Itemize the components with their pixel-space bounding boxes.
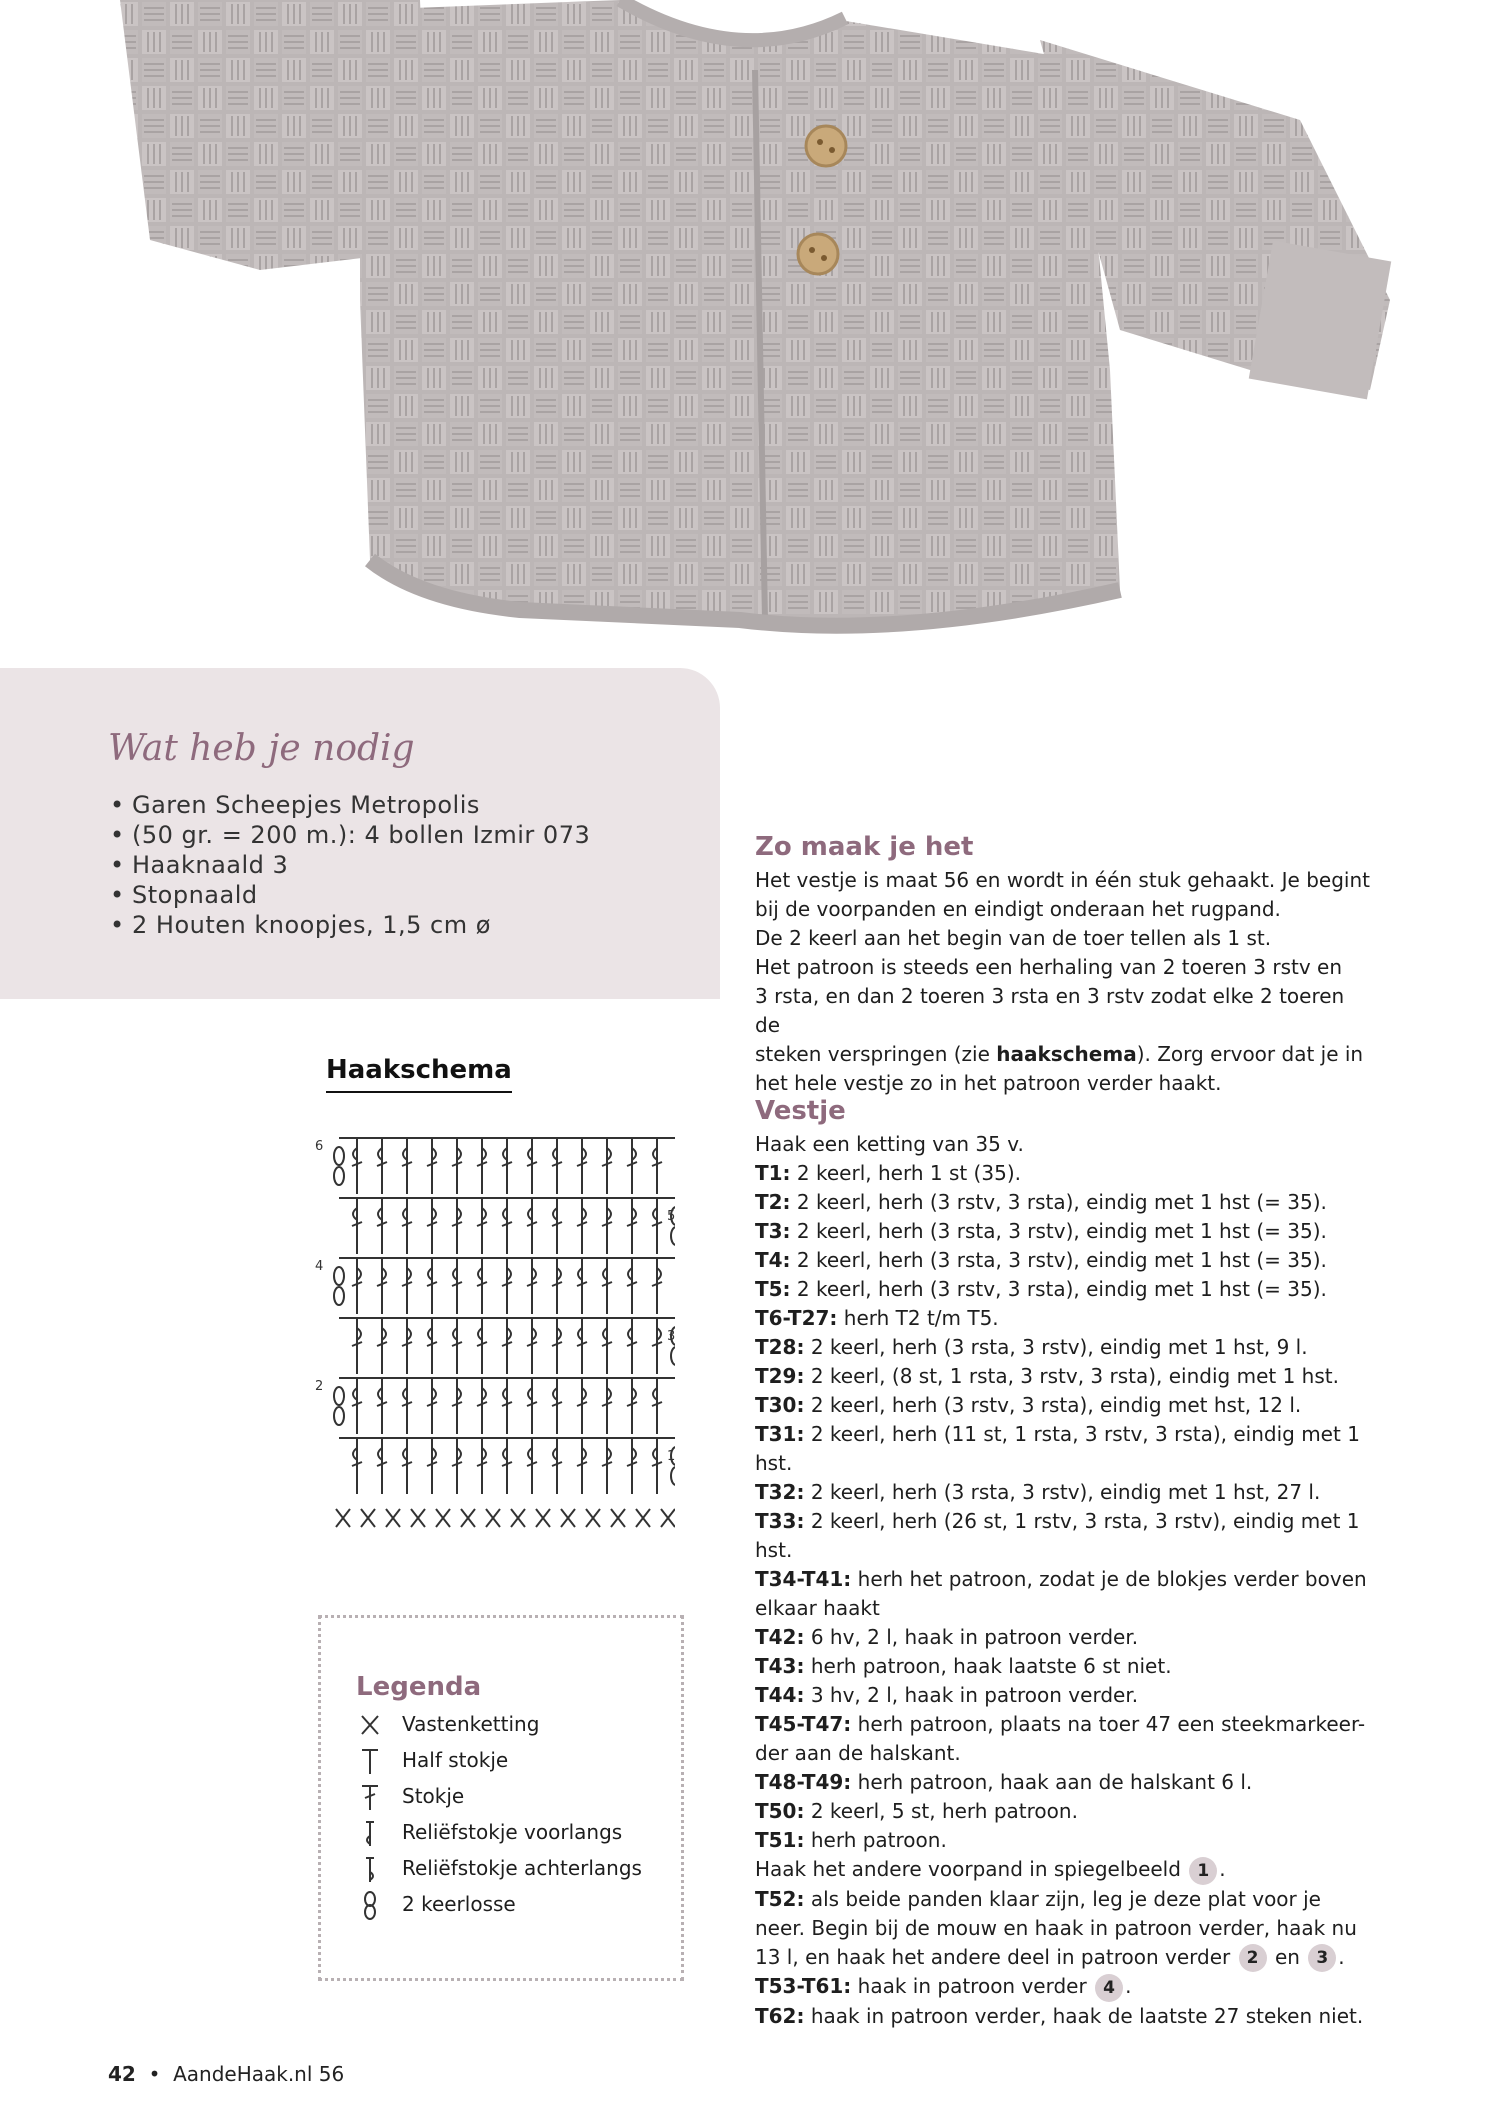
instruction-row: T2: 2 keerl, herh (3 rstv, 3 rsta), eindig met 1 hst (= 35). (755, 1190, 1327, 1214)
row-label: T29: (755, 1364, 805, 1388)
row-label: T33: (755, 1509, 805, 1533)
cardigan-photo (0, 0, 1500, 665)
instruction-row: T4: 2 keerl, herh (3 rsta, 3 rstv), eindig met 1 hst (= 35). (755, 1248, 1327, 1272)
instruction-row: T30: 2 keerl, herh (3 rstv, 3 rsta), eindig met hst, 12 l. (755, 1393, 1302, 1417)
row-label: T3: (755, 1219, 791, 1243)
row-number: 3 (667, 1329, 675, 1344)
row-label: T62: (755, 2003, 805, 2028)
legend-label: Reliëfstokje achterlangs (402, 1856, 642, 1880)
instruction-row: T33: 2 keerl, herh (26 st, 1 rstv, 3 rsta, 3 rstv), eindig met 1 hst. (755, 1509, 1360, 1562)
row-label: T4: (755, 1248, 791, 1272)
instruction-row: neer. Begin bij de mouw en haak in patroon verder, haak nu (755, 1915, 1357, 1940)
materials-item: • Garen Scheepjes Metropolis (110, 790, 590, 820)
legend-item (356, 1744, 656, 1780)
vestje-instructions (755, 1130, 1375, 2031)
legend-label: Reliëfstokje voorlangs (402, 1820, 623, 1844)
row-number: 6 (315, 1139, 324, 1154)
instruction-row: Haak het andere voorpand in spiegelbeeld 1 . (755, 1855, 1375, 1885)
instruction-row: T43: herh patroon, haak laatste 6 st niet. (755, 1654, 1172, 1678)
instruction-row: T31: 2 keerl, herh (11 st, 1 rsta, 3 rstv, 3 rsta), eindig met 1 hst. (755, 1422, 1360, 1475)
instruction-row: T28: 2 keerl, herh (3 rsta, 3 rstv), eindig met 1 hst, 9 l. (755, 1335, 1308, 1359)
instruction-row: T48-T49: herh patroon, haak aan de halskant 6 l. (755, 1770, 1253, 1794)
row-label: T32: (755, 1480, 805, 1504)
intro-line: steken verspringen (zie haakschema). Zorg ervoor dat je in (755, 1042, 1364, 1066)
instruction-row: T5: 2 keerl, herh (3 rstv, 3 rsta), eindig met 1 hst (= 35). (755, 1277, 1327, 1301)
row-label: T1: (755, 1161, 791, 1185)
instruction-row: T53-T61: haak in patroon verder 4 . (755, 1972, 1375, 2002)
back-post-icon (356, 1854, 384, 1884)
materials-item: • Stopnaald (110, 880, 590, 910)
chain-stitch-mark (386, 1509, 400, 1527)
vestje-title: Vestje (755, 1096, 846, 1126)
instruction-row: T6-T27: herh T2 t/m T5. (755, 1306, 999, 1330)
row-number: 5 (667, 1209, 675, 1224)
page-footer (108, 2062, 344, 2086)
legend-label: Stokje (402, 1784, 465, 1808)
step-badge: 2 (1239, 1944, 1267, 1972)
instruction-row: T50: 2 keerl, 5 st, herh patroon. (755, 1799, 1078, 1823)
row-label: T30: (755, 1393, 805, 1417)
row-label: T5: (755, 1277, 791, 1301)
row-label: T48-T49: (755, 1770, 852, 1794)
intro-line: Het patroon is steeds een herhaling van 2 toeren 3 rstv en (755, 955, 1343, 979)
page-number: 42 (108, 2062, 136, 2086)
row-label: T53-T61: (755, 1974, 852, 1998)
row-label: T28: (755, 1335, 805, 1359)
turning-chain-mark (334, 1147, 344, 1165)
legend-item (356, 1780, 656, 1816)
instruction-row: Haak een ketting van 35 v. (755, 1132, 1024, 1156)
intro-line: 3 rsta, en dan 2 toeren 3 rsta en 3 rstv zodat elke 2 toeren de (755, 984, 1345, 1037)
legend-item (356, 1888, 656, 1924)
chain-stitch-mark (411, 1509, 425, 1527)
instruction-row: T34-T41: herh het patroon, zodat je de blokjes verder boven (755, 1567, 1367, 1591)
legend-item (356, 1816, 656, 1852)
turning-chain-mark (671, 1347, 675, 1365)
chain-stitch-mark (336, 1509, 350, 1527)
instruction-row: T29: 2 keerl, (8 st, 1 rsta, 3 rstv, 3 rsta), eindig met 1 hst. (755, 1364, 1339, 1388)
intro-line: bij de voorpanden en eindigt onderaan het rugpand. (755, 897, 1281, 921)
chain-stitch-mark (611, 1509, 625, 1527)
row-number: 4 (315, 1259, 324, 1274)
row-number: 1 (667, 1449, 675, 1464)
materials-title: Wat heb je nodig (108, 728, 415, 769)
intro-line: Het vestje is maat 56 en wordt in één stuk gehaakt. Je begint (755, 868, 1370, 892)
intro-body (755, 866, 1375, 1098)
row-label: T6-T27: (755, 1306, 838, 1330)
turning-chain-mark (334, 1267, 344, 1285)
turning-chain-mark (334, 1387, 344, 1405)
chain-stitch-mark (561, 1509, 575, 1527)
turning-chain-mark (334, 1287, 344, 1305)
row-label: T34-T41: (755, 1567, 852, 1591)
double-crochet-icon (356, 1782, 384, 1812)
step-badge: 1 (1189, 1857, 1217, 1885)
front-post-icon (356, 1818, 384, 1848)
instruction-row: T45-T47: herh patroon, plaats na toer 47 een steekmarkeer- (755, 1712, 1366, 1736)
magazine-name: AandeHaak.nl 56 (173, 2062, 345, 2086)
row-label: T43: (755, 1654, 805, 1678)
chain-stitch-mark (461, 1509, 475, 1527)
instruction-row: T32: 2 keerl, herh (3 rsta, 3 rstv), eindig met 1 hst, 27 l. (755, 1480, 1321, 1504)
intro-title: Zo maak je het (755, 832, 974, 862)
chain-stitch-mark (436, 1509, 450, 1527)
instruction-row: T51: herh patroon. (755, 1828, 947, 1852)
chain-stitch-mark (486, 1509, 500, 1527)
chain-stitch-mark (586, 1509, 600, 1527)
legend-title: Legenda (356, 1672, 482, 1702)
instruction-row: elkaar haakt (755, 1596, 880, 1620)
row-label: T45-T47: (755, 1712, 852, 1736)
chain-stitch-mark (636, 1509, 650, 1527)
x-stitch-icon (356, 1710, 384, 1740)
half-double-icon (356, 1746, 384, 1776)
row-label: T51: (755, 1828, 805, 1852)
turning-chain-mark (671, 1227, 675, 1245)
materials-item: • 2 Houten knoopjes, 1,5 cm ø (110, 910, 590, 940)
haakschema-title: Haakschema (326, 1055, 512, 1093)
row-label: T52: (755, 1886, 805, 1911)
row-label: T50: (755, 1799, 805, 1823)
instruction-row: T62: haak in patroon verder, haak de laatste 27 steken niet. (755, 2003, 1364, 2028)
step-badge: 4 (1095, 1974, 1123, 2002)
row-label: T44: (755, 1683, 805, 1707)
materials-item: • (50 gr. = 200 m.): 4 bollen Izmir 073 (110, 820, 590, 850)
turning-chain-mark (334, 1167, 344, 1185)
intro-line: het hele vestje zo in het patroon verder haakt. (755, 1071, 1222, 1095)
chain-stitch-mark (361, 1509, 375, 1527)
row-label: T31: (755, 1422, 805, 1446)
legend-label: 2 keerlosse (402, 1892, 516, 1916)
row-label: T42: (755, 1625, 805, 1649)
chain-stitch-mark (661, 1509, 675, 1527)
instruction-row: T1: 2 keerl, herh 1 st (35). (755, 1161, 1021, 1185)
legend-label: Half stokje (402, 1748, 509, 1772)
instruction-row: der aan de halskant. (755, 1741, 961, 1765)
instruction-row: T42: 6 hv, 2 l, haak in patroon verder. (755, 1625, 1139, 1649)
legend-item (356, 1852, 656, 1888)
haakschema-chart (315, 1120, 675, 1540)
materials-list (110, 790, 590, 940)
instruction-row: T44: 3 hv, 2 l, haak in patroon verder. (755, 1683, 1139, 1707)
materials-item: • Haaknaald 3 (110, 850, 590, 880)
step-badge: 3 (1308, 1944, 1336, 1972)
instruction-row: 13 l, en haak het andere deel in patroon verder 2 en 3 . (755, 1943, 1375, 1973)
row-number: 2 (315, 1379, 324, 1394)
turning-chain-mark (334, 1407, 344, 1425)
chain-stitch-mark (511, 1509, 525, 1527)
legend-item (356, 1708, 656, 1744)
footer-separator: • (148, 2062, 161, 2086)
instruction-row: T3: 2 keerl, herh (3 rsta, 3 rstv), eindig met 1 hst (= 35). (755, 1219, 1327, 1243)
legend-label: Vastenketting (402, 1712, 540, 1736)
row-label: T2: (755, 1190, 791, 1214)
chain-stitch-mark (536, 1509, 550, 1527)
instruction-row: T52: als beide panden klaar zijn, leg je deze plat voor je (755, 1886, 1321, 1911)
turning-chain-mark (671, 1467, 675, 1485)
turning-chain-icon (356, 1890, 384, 1920)
intro-line: De 2 keerl aan het begin van de toer tellen als 1 st. (755, 926, 1272, 950)
